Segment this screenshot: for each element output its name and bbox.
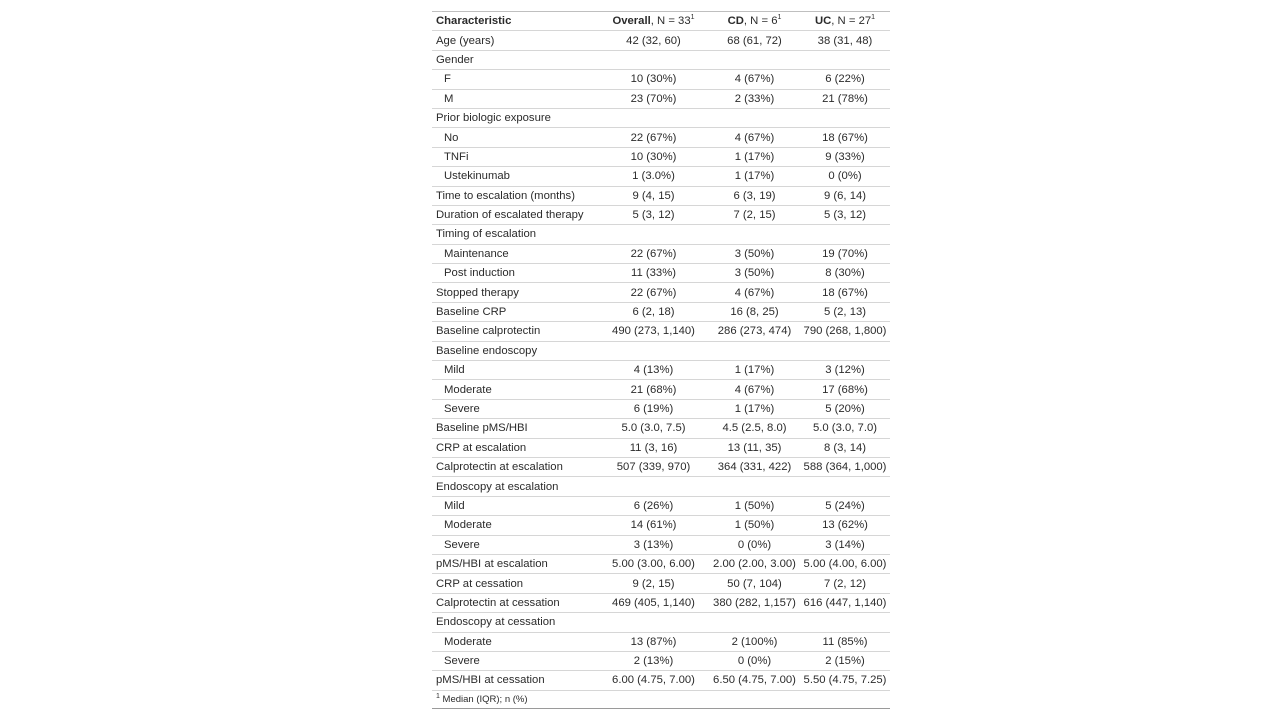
uc-value: 0 (0%)	[800, 167, 890, 186]
table-row	[432, 457, 890, 476]
row-label: Mild	[432, 496, 598, 515]
cd-value: 380 (282, 1,157)	[709, 593, 800, 612]
row-label: M	[432, 89, 598, 108]
table-row	[432, 225, 890, 244]
table-row	[432, 108, 890, 127]
overall-value: 469 (405, 1,140)	[598, 593, 709, 612]
uc-value: 2 (15%)	[800, 651, 890, 670]
row-label: Gender	[432, 50, 598, 69]
overall-value: 9 (4, 15)	[598, 186, 709, 205]
uc-value: 21 (78%)	[800, 89, 890, 108]
uc-value: 5.50 (4.75, 7.25)	[800, 671, 890, 690]
cd-value	[709, 108, 800, 127]
row-label: No	[432, 128, 598, 147]
overall-value: 5 (3, 12)	[598, 205, 709, 224]
row-label: Moderate	[432, 380, 598, 399]
cd-value: 13 (11, 35)	[709, 438, 800, 457]
table-row	[432, 341, 890, 360]
table-row	[432, 147, 890, 166]
overall-value	[598, 108, 709, 127]
row-label: Severe	[432, 651, 598, 670]
row-label: F	[432, 70, 598, 89]
row-label: Moderate	[432, 516, 598, 535]
table-row	[432, 361, 890, 380]
row-label: Calprotectin at escalation	[432, 457, 598, 476]
cd-value: 1 (17%)	[709, 147, 800, 166]
table-row	[432, 167, 890, 186]
uc-value: 3 (12%)	[800, 361, 890, 380]
cd-value	[709, 341, 800, 360]
row-label: Baseline calprotectin	[432, 322, 598, 341]
table-row	[432, 50, 890, 69]
table-row	[432, 128, 890, 147]
overall-value: 21 (68%)	[598, 380, 709, 399]
table-row	[432, 264, 890, 283]
overall-value: 9 (2, 15)	[598, 574, 709, 593]
row-label: Endoscopy at escalation	[432, 477, 598, 496]
cd-value: 286 (273, 474)	[709, 322, 800, 341]
table-row	[432, 283, 890, 302]
overall-value: 6.00 (4.75, 7.00)	[598, 671, 709, 690]
table-row	[432, 496, 890, 515]
table-row	[432, 671, 890, 690]
row-label: CRP at escalation	[432, 438, 598, 457]
cd-value: 4 (67%)	[709, 70, 800, 89]
row-label: Post induction	[432, 264, 598, 283]
overall-value: 6 (2, 18)	[598, 302, 709, 321]
row-label: Mild	[432, 361, 598, 380]
row-label: Prior biologic exposure	[432, 108, 598, 127]
uc-value: 9 (33%)	[800, 147, 890, 166]
cd-value: 4 (67%)	[709, 380, 800, 399]
cd-value: 50 (7, 104)	[709, 574, 800, 593]
cd-value	[709, 477, 800, 496]
uc-value: 588 (364, 1,000)	[800, 457, 890, 476]
overall-value: 5.00 (3.00, 6.00)	[598, 554, 709, 573]
uc-value: 5 (20%)	[800, 399, 890, 418]
table-row	[432, 302, 890, 321]
table-row	[432, 632, 890, 651]
row-label: pMS/HBI at cessation	[432, 671, 598, 690]
row-label: Ustekinumab	[432, 167, 598, 186]
overall-value: 23 (70%)	[598, 89, 709, 108]
row-label: Timing of escalation	[432, 225, 598, 244]
overall-value: 6 (26%)	[598, 496, 709, 515]
overall-value: 11 (3, 16)	[598, 438, 709, 457]
overall-value: 2 (13%)	[598, 651, 709, 670]
uc-value	[800, 108, 890, 127]
cd-value: 4 (67%)	[709, 283, 800, 302]
uc-value: 38 (31, 48)	[800, 31, 890, 50]
uc-value: 6 (22%)	[800, 70, 890, 89]
table-body	[432, 31, 890, 690]
table-row	[432, 477, 890, 496]
row-label: TNFi	[432, 147, 598, 166]
table-row	[432, 593, 890, 612]
uc-value	[800, 341, 890, 360]
overall-value: 6 (19%)	[598, 399, 709, 418]
uc-value: 11 (85%)	[800, 632, 890, 651]
uc-value: 5 (3, 12)	[800, 205, 890, 224]
cd-value: 364 (331, 422)	[709, 457, 800, 476]
row-label: pMS/HBI at escalation	[432, 554, 598, 573]
overall-value: 4 (13%)	[598, 361, 709, 380]
cd-value: 6 (3, 19)	[709, 186, 800, 205]
overall-value: 11 (33%)	[598, 264, 709, 283]
header-characteristic: Characteristic	[432, 12, 598, 31]
characteristics-table	[432, 12, 890, 691]
header-uc: UC, $N = 27^1$	[800, 12, 890, 31]
overall-value: 1 (3.0%)	[598, 167, 709, 186]
row-label: Calprotectin at cessation	[432, 593, 598, 612]
header-cd: CD, $N = 6^1$	[709, 12, 800, 31]
overall-value	[598, 50, 709, 69]
cd-value: 4.5 (2.5, 8.0)	[709, 419, 800, 438]
row-label: Time to escalation (months)	[432, 186, 598, 205]
table-header-row	[432, 12, 890, 31]
uc-value: 13 (62%)	[800, 516, 890, 535]
table-row	[432, 380, 890, 399]
table-row	[432, 419, 890, 438]
table-row	[432, 438, 890, 457]
cd-value: 7 (2, 15)	[709, 205, 800, 224]
cd-value	[709, 225, 800, 244]
cd-value: 1 (17%)	[709, 167, 800, 186]
overall-value	[598, 477, 709, 496]
table-row	[432, 574, 890, 593]
table-row	[432, 205, 890, 224]
cd-value: 2 (33%)	[709, 89, 800, 108]
cd-value: 0 (0%)	[709, 535, 800, 554]
uc-value: 7 (2, 12)	[800, 574, 890, 593]
overall-value: 22 (67%)	[598, 283, 709, 302]
row-label: Baseline CRP	[432, 302, 598, 321]
overall-value: 10 (30%)	[598, 70, 709, 89]
overall-value: 13 (87%)	[598, 632, 709, 651]
uc-value: 790 (268, 1,800)	[800, 322, 890, 341]
uc-value: 17 (68%)	[800, 380, 890, 399]
cd-value: 1 (17%)	[709, 399, 800, 418]
overall-value: 14 (61%)	[598, 516, 709, 535]
uc-value: 18 (67%)	[800, 128, 890, 147]
row-label: CRP at cessation	[432, 574, 598, 593]
row-label: Age (years)	[432, 31, 598, 50]
table-footnote: $^1$ Median (IQR); n (%)	[436, 692, 528, 705]
row-label: Baseline pMS/HBI	[432, 419, 598, 438]
table-row	[432, 535, 890, 554]
overall-value	[598, 225, 709, 244]
table-row	[432, 322, 890, 341]
uc-value: 5.0 (3.0, 7.0)	[800, 419, 890, 438]
table-row	[432, 516, 890, 535]
row-label: Severe	[432, 399, 598, 418]
table-row	[432, 244, 890, 263]
uc-value: 9 (6, 14)	[800, 186, 890, 205]
overall-value	[598, 341, 709, 360]
cd-value: 1 (50%)	[709, 516, 800, 535]
overall-value	[598, 613, 709, 632]
uc-value: 3 (14%)	[800, 535, 890, 554]
uc-value: 8 (30%)	[800, 264, 890, 283]
uc-value	[800, 477, 890, 496]
uc-value: 616 (447, 1,140)	[800, 593, 890, 612]
cd-value: 3 (50%)	[709, 244, 800, 263]
cd-value: 16 (8, 25)	[709, 302, 800, 321]
row-label: Endoscopy at cessation	[432, 613, 598, 632]
table-row	[432, 186, 890, 205]
uc-value: 5 (2, 13)	[800, 302, 890, 321]
cd-value: 2.00 (2.00, 3.00)	[709, 554, 800, 573]
overall-value: 42 (32, 60)	[598, 31, 709, 50]
row-label: Severe	[432, 535, 598, 554]
overall-value: 22 (67%)	[598, 244, 709, 263]
uc-value: 8 (3, 14)	[800, 438, 890, 457]
uc-value	[800, 225, 890, 244]
cd-value: 68 (61, 72)	[709, 31, 800, 50]
table-row	[432, 613, 890, 632]
characteristics-table-container	[432, 11, 890, 709]
cd-value	[709, 613, 800, 632]
row-label: Stopped therapy	[432, 283, 598, 302]
row-label: Moderate	[432, 632, 598, 651]
row-label: Duration of escalated therapy	[432, 205, 598, 224]
overall-value: 22 (67%)	[598, 128, 709, 147]
table-row	[432, 651, 890, 670]
table-row	[432, 554, 890, 573]
overall-value: 490 (273, 1,140)	[598, 322, 709, 341]
cd-value: 2 (100%)	[709, 632, 800, 651]
cd-value: 4 (67%)	[709, 128, 800, 147]
cd-value: 1 (50%)	[709, 496, 800, 515]
overall-value: 507 (339, 970)	[598, 457, 709, 476]
row-label: Baseline endoscopy	[432, 341, 598, 360]
overall-value: 3 (13%)	[598, 535, 709, 554]
uc-value: 19 (70%)	[800, 244, 890, 263]
row-label: Maintenance	[432, 244, 598, 263]
uc-value	[800, 613, 890, 632]
table-row	[432, 31, 890, 50]
uc-value	[800, 50, 890, 69]
overall-value: 10 (30%)	[598, 147, 709, 166]
header-overall: Overall, $N = 33^1$	[598, 12, 709, 31]
uc-value: 18 (67%)	[800, 283, 890, 302]
table-row	[432, 89, 890, 108]
cd-value: 0 (0%)	[709, 651, 800, 670]
uc-value: 5.00 (4.00, 6.00)	[800, 554, 890, 573]
cd-value	[709, 50, 800, 69]
cd-value: 3 (50%)	[709, 264, 800, 283]
uc-value: 5 (24%)	[800, 496, 890, 515]
table-row	[432, 70, 890, 89]
cd-value: 6.50 (4.75, 7.00)	[709, 671, 800, 690]
table-row	[432, 399, 890, 418]
cd-value: 1 (17%)	[709, 361, 800, 380]
overall-value: 5.0 (3.0, 7.5)	[598, 419, 709, 438]
